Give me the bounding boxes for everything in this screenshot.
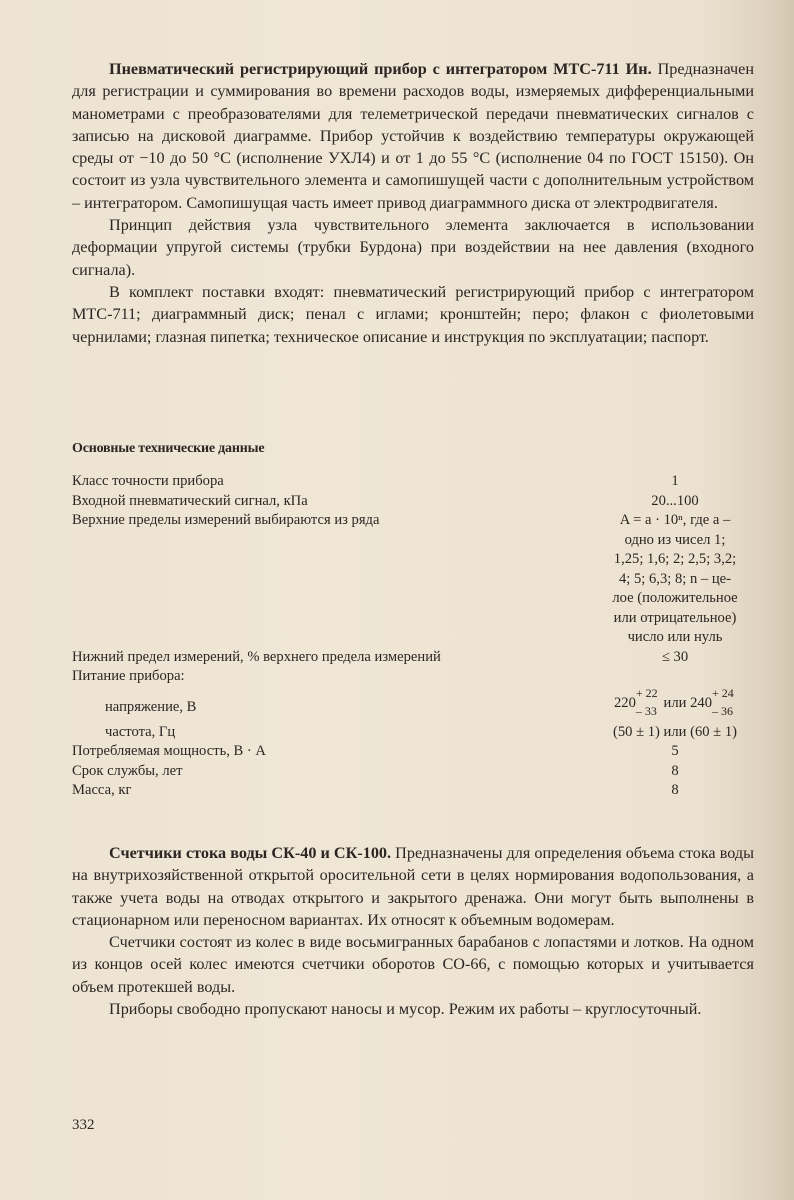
spec-label: Верхние пределы измерений выбираются из ряда — [72, 512, 380, 528]
spec-row — [72, 472, 758, 492]
spec-value-multiline: A = a · 10ⁿ, где a – одно из чисел 1; 1,25; 1,6; 2; 2,5; 3,2; 4; 5; 6,3; 8; n – це- лое (положительное или отрицательное) число или нуль — [612, 512, 738, 645]
paragraph: Пневматический регистрирующий прибор с интегратором МТС-711 Ин. Предназначен для регистрации и суммирования во времени расходов воды, измеряемых дифференциальными манометрами с преобразователями для телеметрической передачи пневматических сигналов с записью на дисковой диаграмме. Прибор устойчив к воздействию температуры окружающей среды от −10 до 50 °С (исполнение УХЛ4) и от 1 до 55 °С (исполнение 04 по ГОСТ 15150). Он состоит из узла чувствительного элемента и самопишущей части с дополнительным устройством – интегратором. Самопишущая часть имеет привод диаграммного диска от электродвигателя. — [72, 60, 754, 212]
spec-value: ≤ 30 — [661, 648, 689, 665]
spec-label: Входной пневматический сигнал, кПа — [72, 492, 308, 509]
paragraph: Приборы свободно пропускают наносы и мусор. Режим их работы – круглосуточный. — [109, 1000, 702, 1019]
spec-label: Потребляемая мощность, В · А — [72, 743, 266, 759]
section-heading: Пневматический регистрирующий прибор с интегратором МТС-711 Ин. — [109, 60, 652, 78]
section-mts711 — [72, 58, 754, 348]
section-heading: Счетчики стока воды СК-40 и СК-100. — [109, 844, 392, 862]
page-number: 332 — [72, 1117, 95, 1133]
spec-row — [72, 648, 758, 668]
spec-value: (50 ± 1) или (60 ± 1) — [612, 723, 738, 740]
spec-value: 20...100 — [651, 492, 699, 509]
specs-title: Основные технические данные — [72, 441, 265, 456]
spec-value: 1 — [671, 473, 679, 489]
spec-value — [592, 667, 758, 687]
paragraph: В комплект поставки входят: пневматический регистрирующий прибор с интегратором МТС-711; диаграммный диск; пенал с иглами; кронштейн; перо; флакон с фиолетовыми чернилами; глазная пипетка; техническое описание и инструкция по эксплуатации; паспорт. — [72, 282, 754, 346]
spec-row — [72, 723, 758, 743]
spec-row — [72, 762, 758, 782]
spec-label: Питание прибора: — [72, 668, 185, 684]
spec-value: 5 — [671, 743, 679, 759]
spec-label: Класс точности прибора — [72, 473, 224, 489]
spec-row — [72, 687, 758, 723]
spec-row — [72, 781, 758, 801]
spec-label: Срок службы, лет — [72, 762, 183, 779]
spec-row — [72, 667, 758, 687]
spec-value: 8 — [671, 782, 679, 798]
spec-label: Масса, кг — [72, 782, 132, 798]
spec-label: частота, Гц — [105, 723, 176, 740]
spec-row — [72, 492, 758, 512]
spec-row — [72, 511, 758, 648]
specs-table — [72, 472, 758, 801]
paragraph: Принцип действия узла чувствительного элемента заключается в использовании деформации упругой системы (трубки Бурдона) при воздействии на нее давления (входного сигнала). — [72, 216, 754, 279]
spec-value: 8 — [671, 762, 679, 779]
spec-row — [72, 742, 758, 762]
spec-value-voltage: 220 + 22 – 33 или 240 + 24 – 36 — [614, 685, 734, 718]
spec-label: Нижний предел измерений, % верхнего предела измерений — [72, 648, 441, 665]
section-sk-counters — [72, 842, 754, 1020]
paragraph: Счетчики стока воды СК-40 и СК-100. Предназначены для определения объема стока воды на внутрихозяйственной открытой оросительной сети в целях нормирования водопользования, а также учета воды на отводах открытого и закрытого дренажа. Они могут быть выполнены в стационарном или переносном вариантах. Их относят к объемным водомерам. — [72, 844, 754, 929]
paragraph: Счетчики состоят из колес в виде восьмигранных барабанов с лопастями и лотков. На одном из концов осей колес имеются счетчики оборотов СО-66, с помощью которых и учитывается объем протекшей воды. — [72, 933, 754, 996]
spec-label: напряжение, В — [105, 698, 197, 715]
